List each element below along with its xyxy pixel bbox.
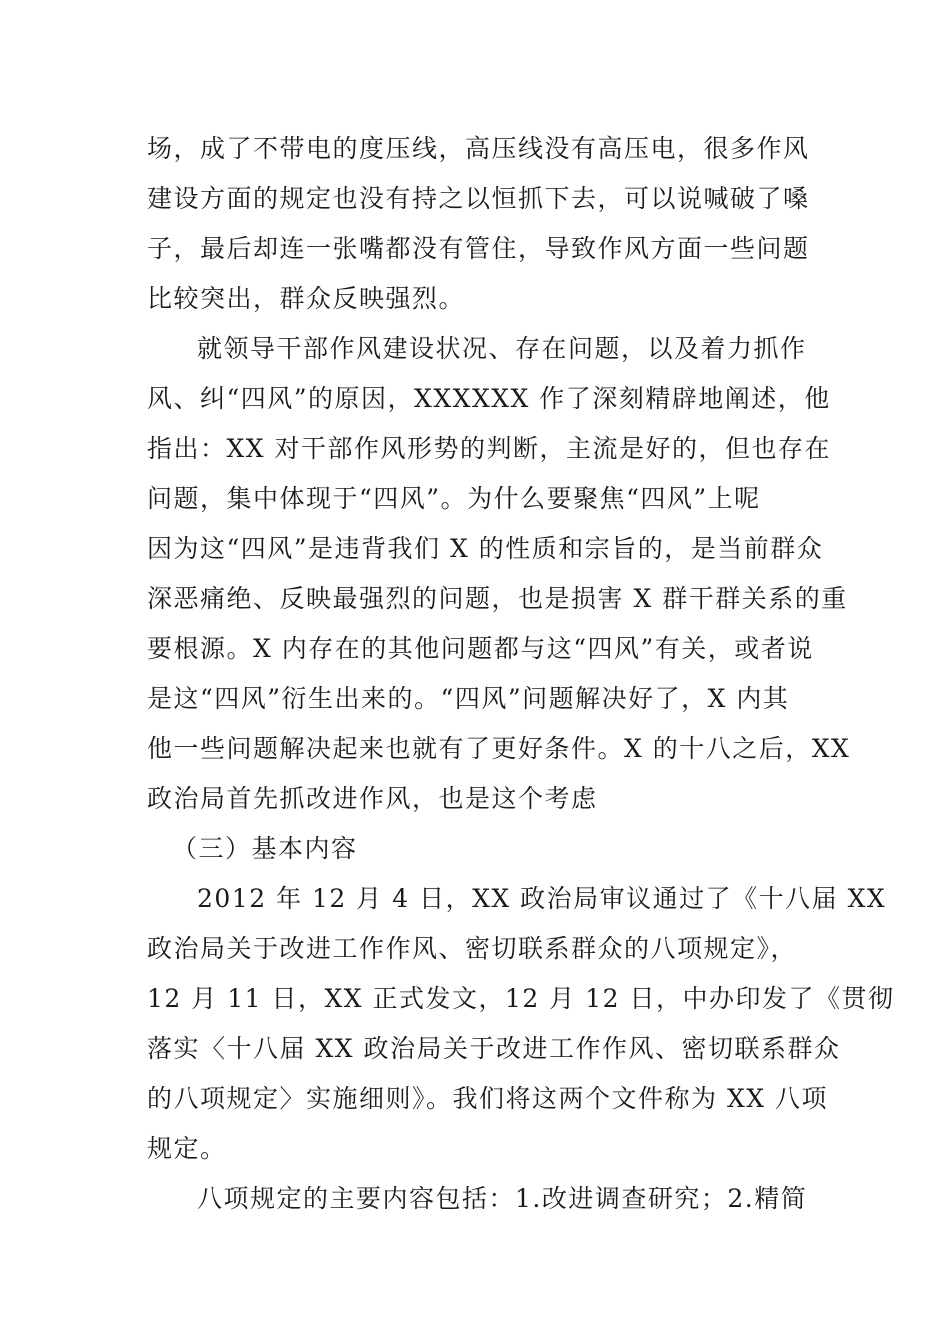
paragraph-start-line: 八项规定的主要内容包括：1.改进调查研究；2.精简 xyxy=(197,1184,808,1213)
text-line: 落实〈十八届 XX 政治局关于改进工作作风、密切联系群众 xyxy=(147,1034,841,1063)
section-heading: （三）基本内容 xyxy=(172,834,358,863)
text-line: 场，成了不带电的度压线，高压线没有高压电，很多作风 xyxy=(147,134,810,163)
text-line: 要根源。X 内存在的其他问题都与这“四风”有关，或者说 xyxy=(147,634,814,663)
text-line: 是这“四风”衍生出来的。“四风”问题解决好了，X 内其 xyxy=(147,684,790,713)
text-line: 12 月 11 日，XX 正式发文，12 月 12 日，中办印发了《贯彻 xyxy=(147,984,895,1013)
text-line: 问题，集中体现于“四风”。为什么要聚焦“四风”上呢 xyxy=(147,484,761,513)
text-line: 的八项规定〉实施细则》。我们将这两个文件称为 XX 八项 xyxy=(147,1084,828,1113)
text-line: 子，最后却连一张嘴都没有管住，导致作风方面一些问题 xyxy=(147,234,810,263)
text-line: 深恶痛绝、反映最强烈的问题，也是损害 X 群干群关系的重 xyxy=(147,584,848,613)
text-line: 风、纠“四风”的原因，XXXXXX 作了深刻精辟地阐述，他 xyxy=(147,384,831,413)
text-line: 建设方面的规定也没有持之以恒抓下去，可以说喊破了嗓 xyxy=(147,184,810,213)
text-line: 政治局首先抓改进作风，也是这个考虑 xyxy=(147,784,598,813)
text-line: 政治局关于改进工作作风、密切联系群众的八项规定》， xyxy=(147,934,798,963)
paragraph-start-line: 2012 年 12 月 4 日，XX 政治局审议通过了《十八届 XX xyxy=(197,884,887,913)
text-line: 比较突出，群众反映强烈。 xyxy=(147,284,466,313)
text-line: 他一些问题解决起来也就有了更好条件。X 的十八之后，XX xyxy=(147,734,851,763)
paragraph-start-line: 就领导干部作风建设状况、存在问题，以及着力抓作 xyxy=(197,334,807,363)
text-line: 指出：XX 对干部作风形势的判断，主流是好的，但也存在 xyxy=(147,434,832,463)
text-line: 规定。 xyxy=(147,1134,227,1163)
text-line: 因为这“四风”是违背我们 X 的性质和宗旨的，是当前群众 xyxy=(147,534,824,563)
